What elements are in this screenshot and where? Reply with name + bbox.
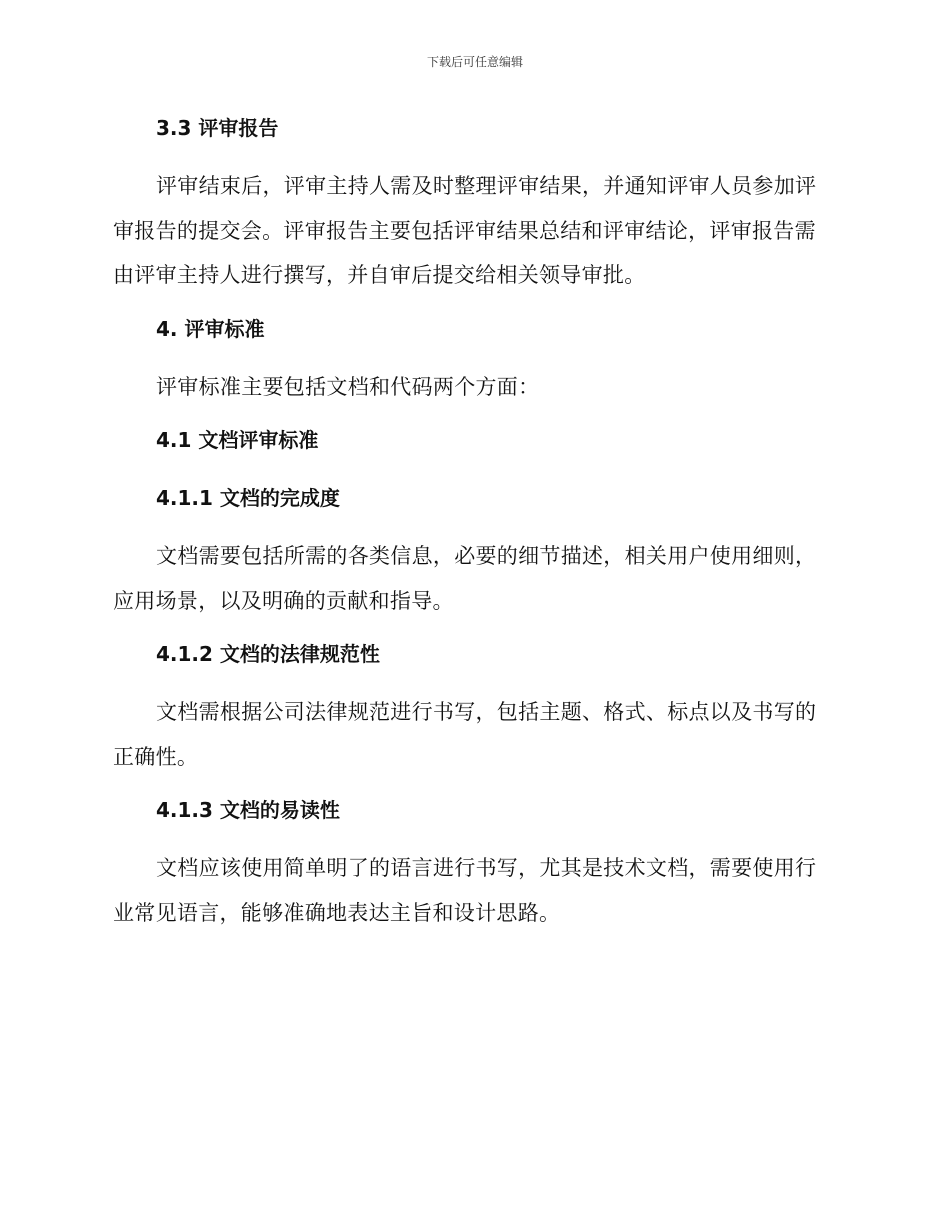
section-heading-4-1: 4.1 文档评审标准 xyxy=(156,428,319,452)
page-header: 下载后可任意编辑 xyxy=(426,55,523,69)
section-heading-4-1-3: 4.1.3 文档的易读性 xyxy=(156,798,340,822)
section-paragraph-4-1-2: 文档需根据公司法律规范进行书写，包括主题、格式、标点以及书写的正确性。 xyxy=(113,700,817,769)
section-heading-4-1-1: 4.1.1 文档的完成度 xyxy=(156,486,340,510)
section-heading-4-1-2: 4.1.2 文档的法律规范性 xyxy=(156,642,380,666)
section-paragraph-4-1-1: 文档需要包括所需的各类信息，必要的细节描述，相关用户使用细则，应用场景，以及明确的贡献和指导。 xyxy=(113,544,817,613)
document-body xyxy=(113,110,833,935)
section-paragraph-3-3: 评审结束后，评审主持人需及时整理评审结果，并通知评审人员参加评审报告的提交会。评审报告主要包括评审结果总结和评审结论，评审报告需由评审主持人进行撰写，并自审后提交给相关领导审批。 xyxy=(113,174,817,287)
section-heading-4: 4. 评审标准 xyxy=(156,316,265,341)
section-paragraph-4: 评审标准主要包括文档和代码两个方面： xyxy=(156,374,540,399)
section-paragraph-4-1-3: 文档应该使用简单明了的语言进行书写，尤其是技术文档，需要使用行业常见语言，能够准确地表达主旨和设计思路。 xyxy=(113,856,817,925)
section-heading-3-3: 3.3 评审报告 xyxy=(156,116,279,140)
